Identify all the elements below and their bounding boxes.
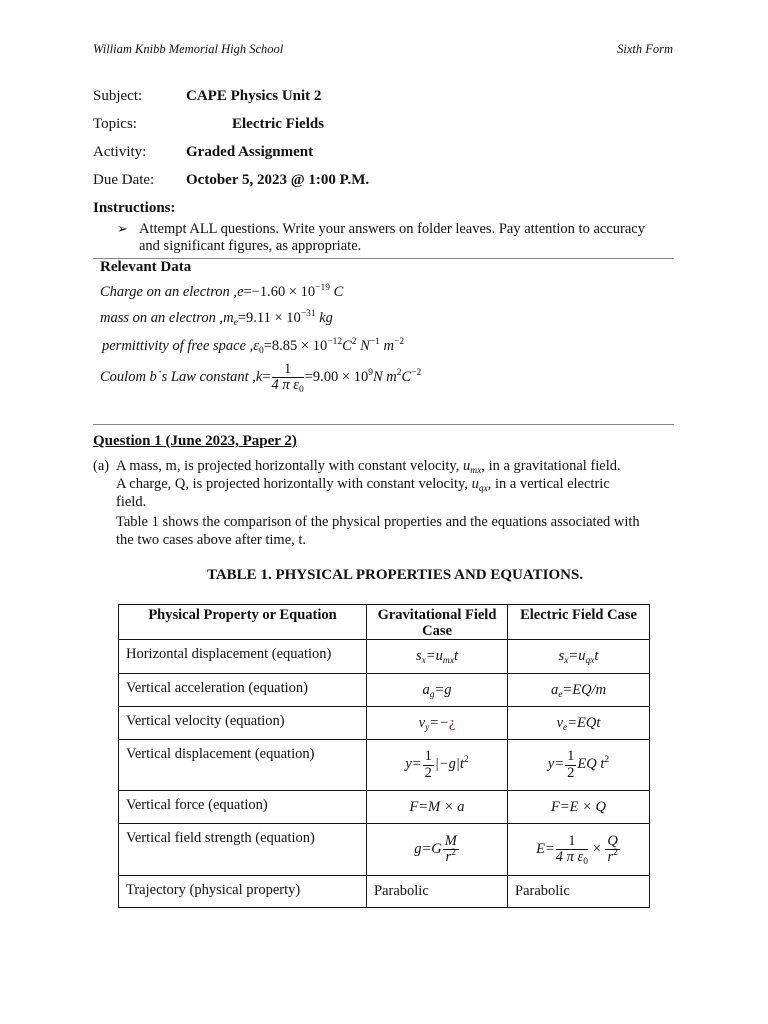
due-date-value: October 5, 2023 @ 1:00 P.M. [186, 172, 370, 188]
bullet-arrow-icon: ➢ [117, 221, 128, 236]
question-1a-text: A mass, m, is projected horizontally with constant velocity, $u_{mx}$, in a gravitational field. A charge, Q, is projected horizontally with constant velocity, $u_{qx}$, in a vertical electric field. [116, 458, 621, 510]
coulomb-constant-formula: Coulom b˙s Law constant ,k= $\frac{1}{4 \pi \varepsilon_0}$ $=9.00 \times 10^9N$ $m^2C^{-2}$ [100, 361, 422, 396]
table-row [119, 674, 650, 707]
table-row [119, 740, 650, 791]
gravitational-cell: $v_y=-¿$ [367, 707, 508, 740]
electron-mass-formula: mass on an electron $,m_e=9.11 \times 10^{-31}$ kg [100, 309, 333, 328]
table-header: Gravitational Field Case [367, 605, 508, 640]
table-row [119, 876, 650, 908]
permittivity-formula: permittivity of free space $,\varepsilon_0=8.85 \times 10^{-12}C^2$ $N^{-1}$ $m^{-2}$ [102, 337, 405, 356]
table-row [119, 791, 650, 824]
property-cell: Vertical force (equation) [119, 791, 367, 824]
electric-cell: Parabolic [508, 876, 650, 908]
due-date-label: Due Date: [93, 172, 155, 188]
relevant-data-heading: Relevant Data [100, 259, 192, 275]
gravitational-cell: F=M × a [367, 791, 508, 824]
school-name: William Knibb Memorial High School [93, 42, 284, 56]
electron-charge-formula: Charge on an electron $,e=-1.60 \times 10^{-19}$ C [100, 283, 344, 300]
electric-cell: E= $\frac{1}{4 \pi \varepsilon_0}$ × $\frac{Q}{r^2}$ [508, 824, 650, 876]
question-part-label: (a) [93, 458, 110, 474]
electric-cell: F=E × Q [508, 791, 650, 824]
topics-label: Topics: [93, 116, 137, 132]
subject-value: CAPE Physics Unit 2 [186, 88, 322, 104]
instructions-text: Attempt ALL questions. Write your answers on folder leaves. Pay attention to accuracy and significant figures, as appropriate. [139, 221, 645, 254]
property-cell: Vertical velocity (equation) [119, 707, 367, 740]
gravitational-cell: $a_g=g$ [367, 674, 508, 707]
activity-value: Graded Assignment [186, 144, 314, 160]
property-cell: Horizontal displacement (equation) [119, 640, 367, 674]
electric-cell: $a_e=EQ/m$ [508, 674, 650, 707]
topics-value: Electric Fields [232, 116, 325, 132]
question-1-heading: Question 1 (June 2023, Paper 2) [93, 433, 297, 449]
gravitational-cell: $s_x=u_{mx}t$ [367, 640, 508, 674]
table-header: Electric Field Case [508, 605, 650, 640]
property-cell: Trajectory (physical property) [119, 876, 367, 908]
gravitational-cell: g=G $\frac{M}{r^2}$ [367, 824, 508, 876]
divider [93, 424, 674, 425]
table-row [119, 707, 650, 740]
electric-cell: y= $\frac{1}{2}$ EQ $t^2$ [508, 740, 650, 791]
table-row [119, 640, 650, 674]
form-label: Sixth Form [617, 42, 673, 56]
question-1a-paragraph: Table 1 shows the comparison of the physical properties and the equations associated with the two cases above after time, t. [116, 514, 640, 548]
electric-cell: $s_x=u_{qx}t$ [508, 640, 650, 674]
electric-cell: $v_e=EQt$ [508, 707, 650, 740]
gravitational-cell: Parabolic [367, 876, 508, 908]
property-cell: Vertical acceleration (equation) [119, 674, 367, 707]
table-header-row [119, 605, 650, 640]
property-cell: Vertical displacement (equation) [119, 740, 367, 791]
subject-label: Subject: [93, 88, 143, 104]
property-cell: Vertical field strength (equation) [119, 824, 367, 876]
properties-table [118, 604, 650, 908]
table-header: Physical Property or Equation [119, 605, 367, 640]
table-row [119, 824, 650, 876]
table-title: TABLE 1. PHYSICAL PROPERTIES AND EQUATIONS. [206, 567, 584, 583]
gravitational-cell: y= $\frac{1}{2}$ $|-g|t^2$ [367, 740, 508, 791]
activity-label: Activity: [93, 144, 147, 160]
instructions-heading: Instructions: [93, 200, 176, 216]
